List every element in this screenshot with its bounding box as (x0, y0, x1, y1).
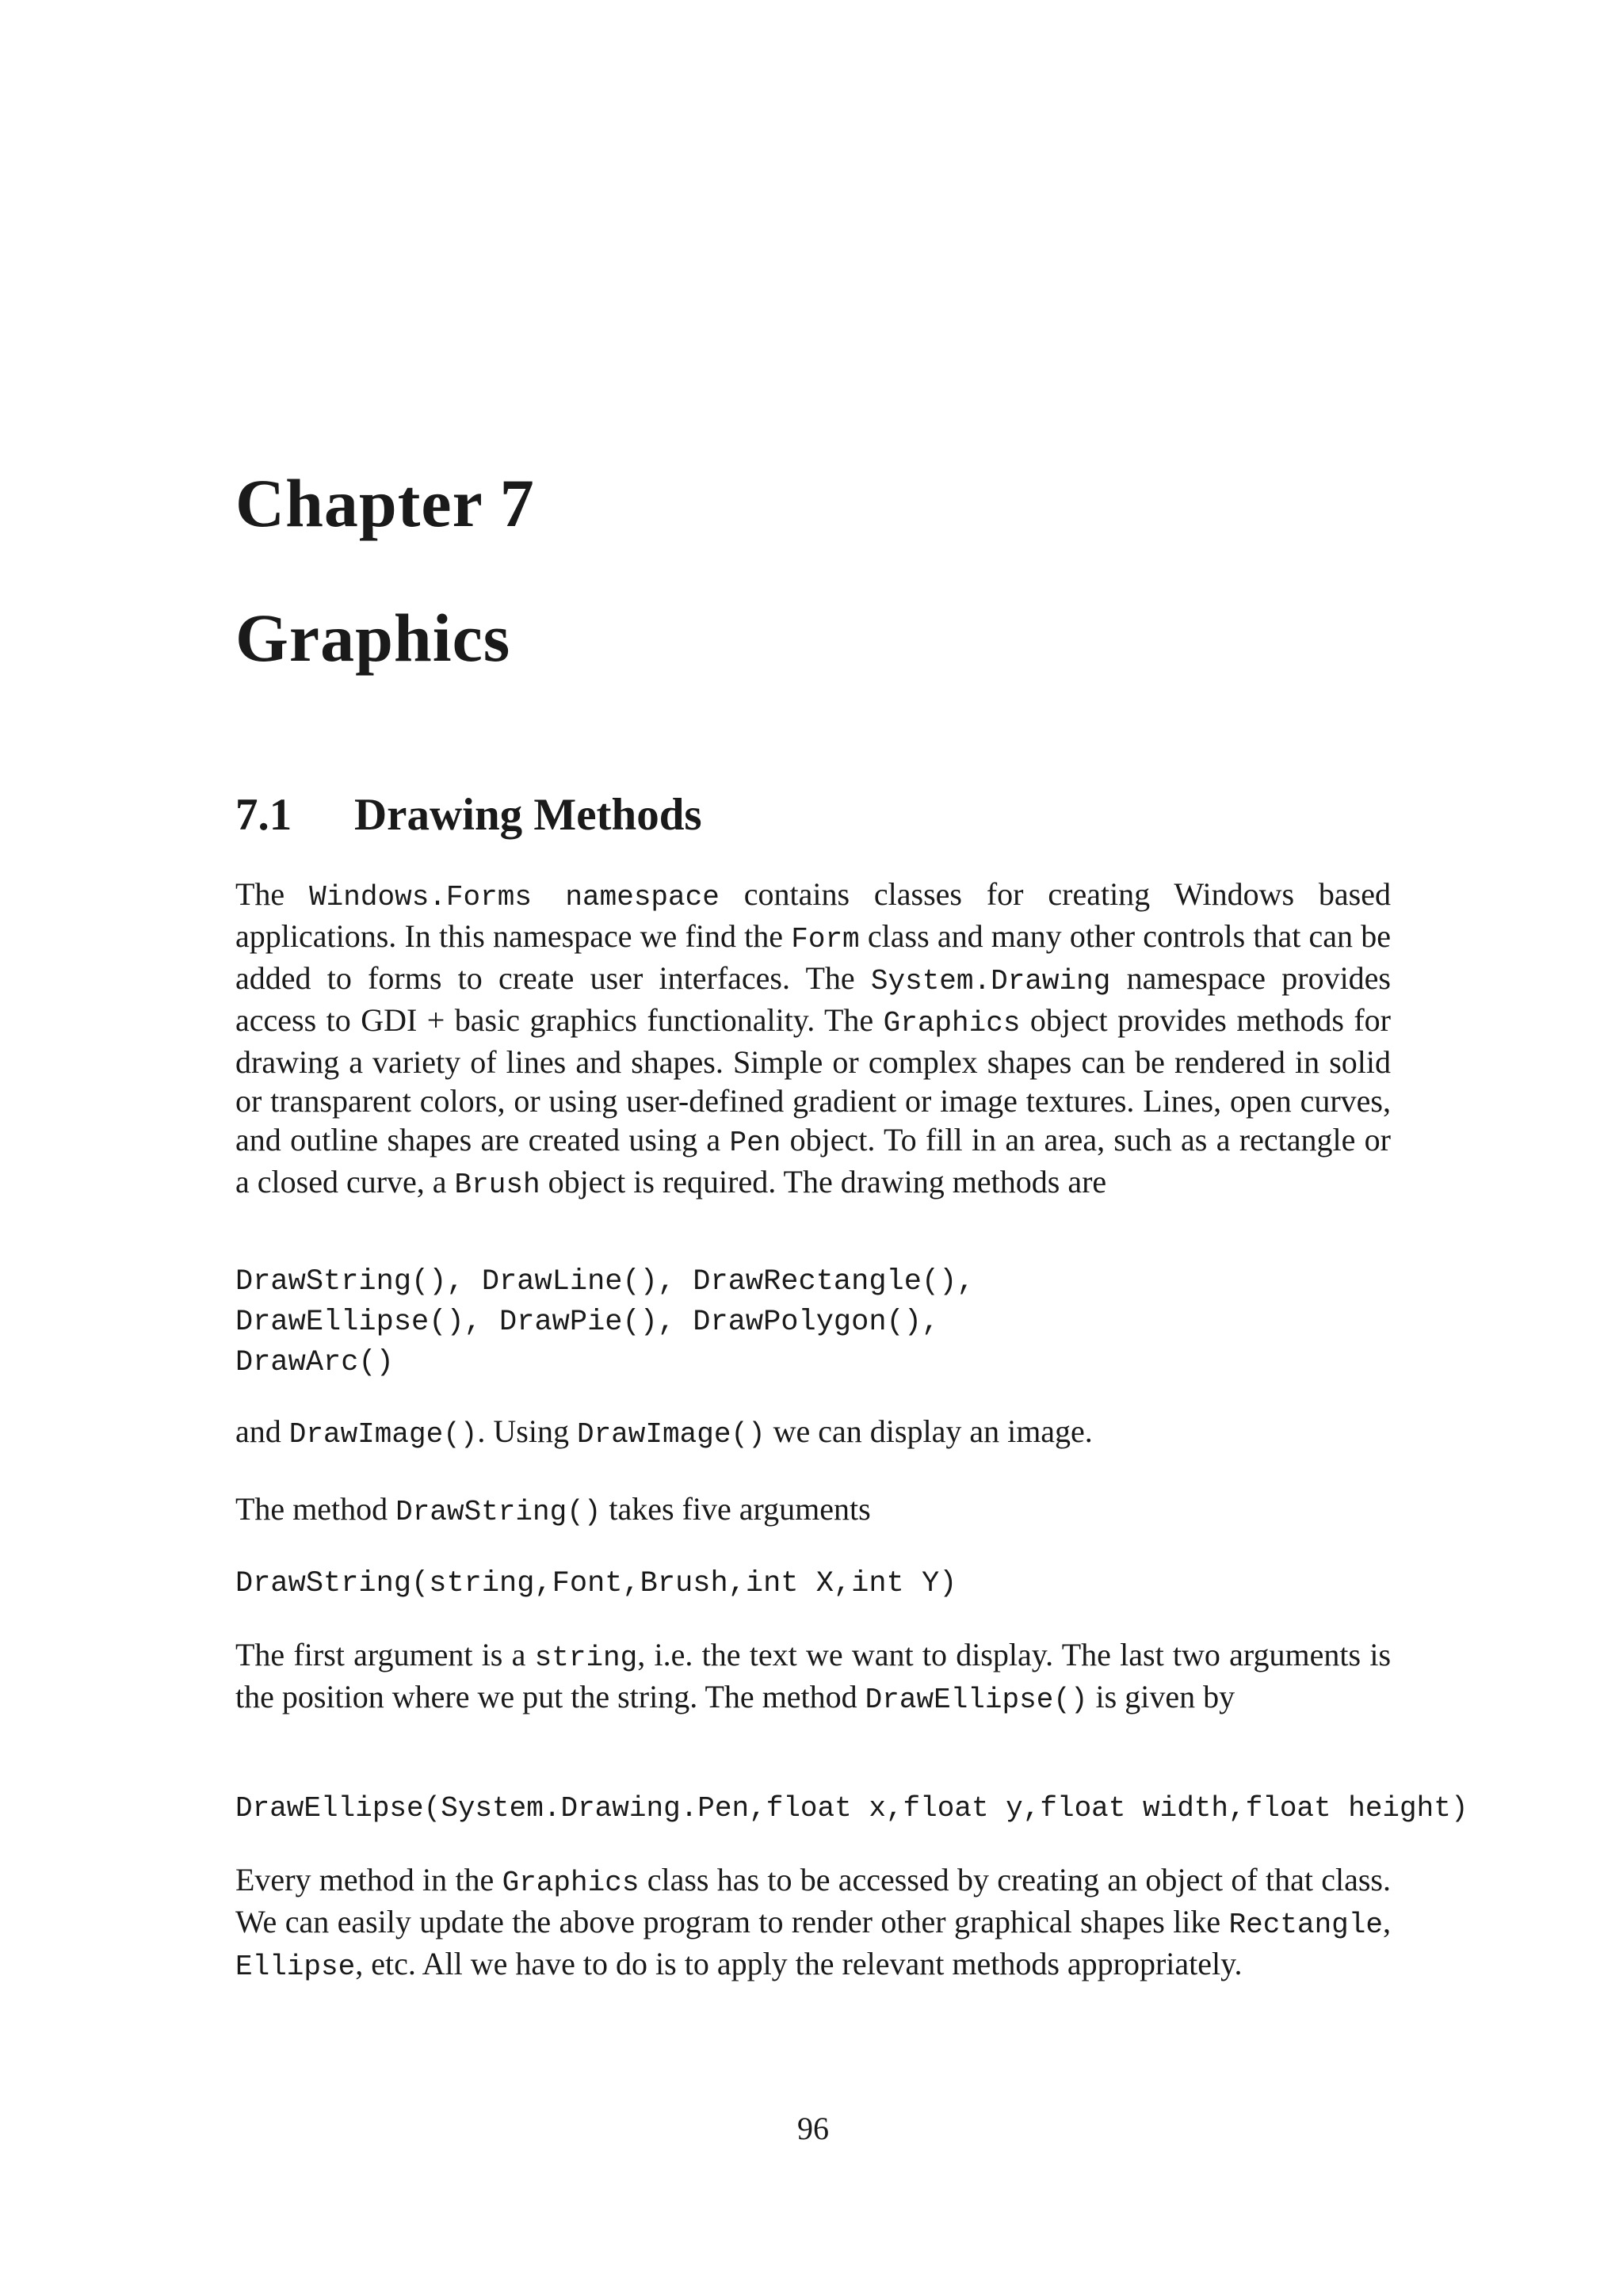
text-span: Every method in the (235, 1862, 502, 1897)
text-span: object provides methods for drawing a variety of lines and shapes. Simple or complex shapes can be rendered in solid or transparent colors, or using user-defined gradient or image textures. Lines, open curves, and outline shapes are created using a (235, 1002, 1391, 1158)
code-block-drawstring: DrawString(string,Font,Brush,int X,int Y) (235, 1567, 957, 1600)
text-span: . Using (477, 1413, 577, 1449)
text-span: , etc. All we have to do is to apply the relevant methods appropriately. (355, 1946, 1243, 1981)
code-span: Rectangle (1228, 1909, 1383, 1941)
code-span: Windows.Forms namespace (309, 881, 720, 913)
text-span: , (1383, 1904, 1391, 1939)
text-span: The (235, 876, 310, 912)
code-block-drawellipse: DrawEllipse(System.Drawing.Pen,float x,float y,float width,float height) (235, 1792, 1468, 1825)
code-block-methods (235, 1262, 975, 1383)
code-span: string (534, 1642, 638, 1674)
paragraph-arguments (235, 1635, 1391, 1719)
code-span: Graphics (883, 1007, 1021, 1039)
text-span: is given by (1087, 1679, 1235, 1714)
paragraph-drawimage (235, 1412, 1391, 1454)
section-number: 7.1 (235, 790, 292, 840)
code-span: Ellipse (235, 1951, 356, 1983)
text-span: and (235, 1413, 289, 1449)
code-line: DrawArc() (235, 1346, 394, 1379)
text-span: object is required. The drawing methods are (540, 1164, 1107, 1199)
text-span: class and many other controls that can be added to forms to create user interfaces. The (235, 918, 1392, 996)
text-span: The first argument is a (235, 1637, 535, 1672)
text-span: object. To fill in an area, such as a rectangle or a closed curve, a (235, 1122, 1391, 1199)
text-span: contains classes for creating Windows based applications. In this namespace we find the (235, 876, 1391, 954)
text-span: class has to be accessed by creating an object of that class. We can easily update the above program to render other graphical shapes like (235, 1862, 1391, 1939)
paragraph-drawstring (235, 1489, 1391, 1531)
code-span: System.Drawing (870, 965, 1111, 997)
paragraph-intro (235, 875, 1391, 1204)
chapter-title: Graphics (235, 600, 511, 676)
code-span: DrawImage() (288, 1418, 478, 1451)
text-span: takes five arguments (601, 1491, 871, 1527)
code-span: DrawEllipse() (865, 1684, 1088, 1716)
text-span: The method (235, 1491, 396, 1527)
code-line: DrawEllipse(), DrawPie(), DrawPolygon(), (235, 1306, 940, 1339)
page-number: 96 (797, 2111, 829, 2146)
code-span: Brush (454, 1169, 540, 1201)
section-title: Drawing Methods (354, 790, 702, 840)
text-span: , i.e. the text we want to display. The last two arguments is the position where we put the string. The method (235, 1637, 1392, 1714)
paragraph-graphics-class (235, 1860, 1391, 1986)
code-span: Graphics (502, 1867, 640, 1899)
section-heading (235, 790, 702, 840)
code-span: Pen (729, 1127, 781, 1159)
code-line: DrawString(), DrawLine(), DrawRectangle(), (235, 1265, 975, 1299)
code-span: Form (791, 923, 860, 955)
code-span: DrawImage() (576, 1418, 766, 1451)
book-page (235, 0, 1468, 2296)
code-span: DrawString() (395, 1496, 601, 1528)
chapter-label: Chapter 7 (235, 465, 535, 541)
text-span: namespace provides access to GDI + basic graphics functionality. The (235, 960, 1392, 1038)
text-span: we can display an image. (765, 1413, 1093, 1449)
